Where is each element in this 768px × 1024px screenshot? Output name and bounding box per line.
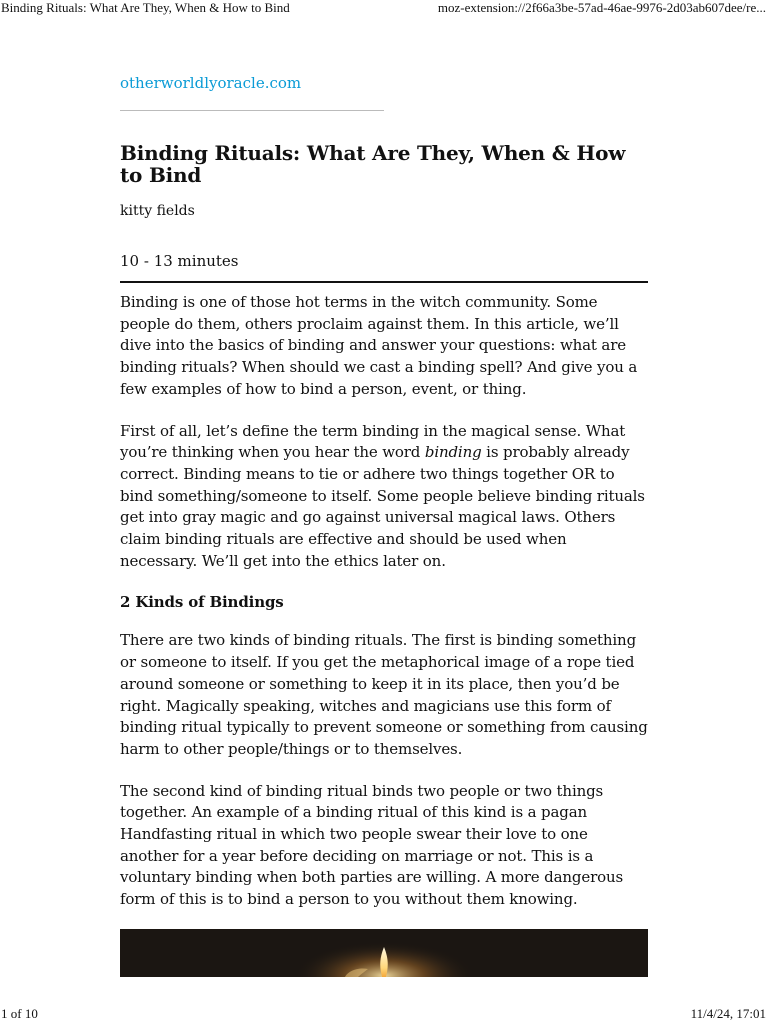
article-title: Binding Rituals: What Are They, When & How to Bind <box>120 141 626 187</box>
print-date: 11/4/24, 17:01 <box>690 1006 766 1021</box>
page-number: 1 of 10 <box>1 1006 38 1021</box>
article-body <box>120 292 648 911</box>
paragraph-intro: Binding is one of those hot terms in the witch community. Some people do them, others proclaim against them. In this article, we’ll dive into the basics of binding and answer your questions: what are binding rituals? When should we cast a binding spell? And give you a few examples of how to bind a person, event, or thing. <box>120 293 638 398</box>
paragraph-first-kind: There are two kinds of binding rituals. The first is binding something or someone to itself. If you get the metaphorical image of a rope tied around someone or something to keep it in its place, then you’d be right. Magically speaking, witches and magicians use this form of binding ritual typically to prevent someone or something from causing harm to other people/things or to themselves. <box>120 631 648 758</box>
paragraph-second-kind: The second kind of binding ritual binds two people or two things together. An example of a binding ritual of this kind is a pagan Handfasting ritual in which two people swear their love to one another for a year before deciding on marriage or not. This is a voluntary binding when both parties are willing. A more dangerous form of this is to bind a person to you without them knowing. <box>120 781 624 909</box>
site-divider <box>120 110 384 111</box>
print-header-url: moz-extension://2f66a3be-57ad-46ae-9976-2d03ab607dee/re... <box>437 0 766 15</box>
paragraph-definition-end: is probably already correct. Binding means to tie or adhere two things together OR to bind something/someone to itself. Some people believe binding rituals get into gray magic and go against universal magical laws. Others claim binding rituals are effective and should be used when necessary. We’ll get into the ethics later on. <box>120 443 645 570</box>
content-divider <box>120 281 648 283</box>
reading-time: 10 - 13 minutes <box>120 252 239 270</box>
site-link[interactable]: otherworldlyoracle.com <box>120 74 302 92</box>
emphasis-binding: binding <box>424 443 482 462</box>
print-footer <box>0 1006 768 1024</box>
article-author: kitty fields <box>120 203 195 219</box>
print-header <box>0 0 768 16</box>
article <box>120 72 648 931</box>
print-header-title: Binding Rituals: What Are They, When & How to Bind <box>1 0 290 15</box>
candle-image <box>120 929 648 977</box>
section-heading-kinds: 2 Kinds of Bindings <box>120 593 284 612</box>
paragraph-definition <box>120 421 648 573</box>
candle-flame-illustration <box>120 929 648 977</box>
paragraph-definition-start: First of all, let’s define the term binding in the magical sense. What you’re thinking when you hear the word <box>120 421 626 462</box>
